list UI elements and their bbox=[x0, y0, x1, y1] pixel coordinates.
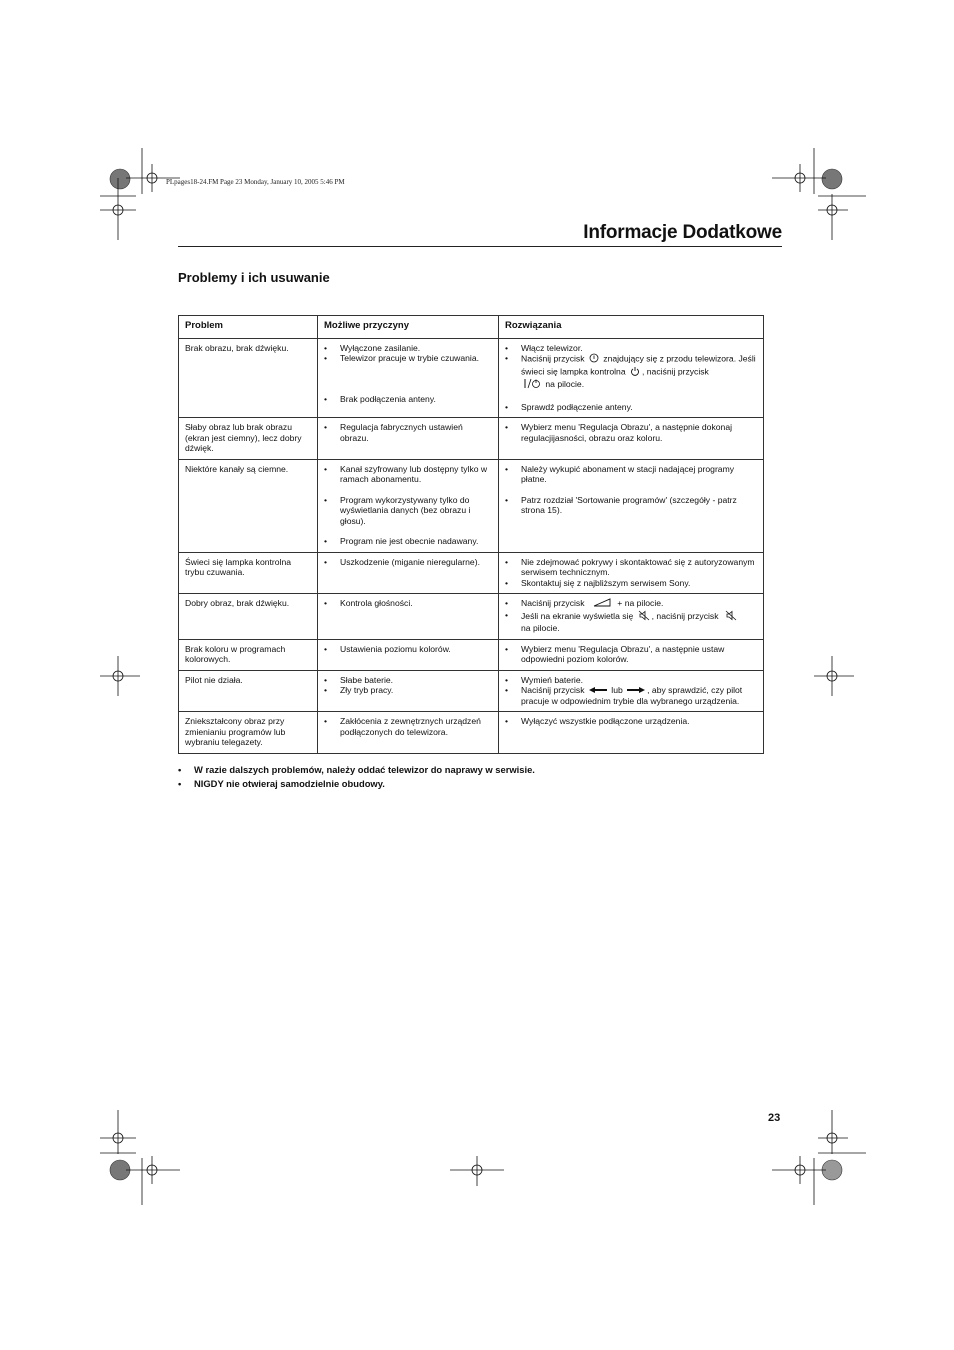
solution-item: • Naciśnij przycisk znajdujący się z przodu telewizora. Jeśli świeci się lampka kontrolna , naciśnij przycisk na pilocie. bbox=[505, 353, 757, 392]
solution-item: • Sprawdź podłączenie anteny. bbox=[505, 402, 757, 413]
solution-item: • Należy wykupić abonament w stacji nadającej programy płatne. bbox=[505, 464, 757, 485]
solutions-cell bbox=[499, 639, 764, 670]
registration-mark-bottom-left bbox=[100, 1110, 180, 1205]
mute-icon bbox=[638, 610, 650, 624]
solution-item: • Wybierz menu 'Regulacja Obrazu', a następnie dokonaj regulacjijasności, obrazu oraz koloru. bbox=[505, 422, 757, 443]
solutions-cell bbox=[499, 418, 764, 460]
cause-item: • Uszkodzenie (miganie nieregularne). bbox=[324, 557, 492, 568]
arrow-left-icon bbox=[589, 685, 607, 696]
table-row bbox=[179, 338, 764, 418]
volume-icon bbox=[593, 598, 611, 610]
table-row bbox=[179, 459, 764, 552]
table-row bbox=[179, 639, 764, 670]
column-header-problem: Problem bbox=[179, 316, 318, 339]
registration-mark-top-right bbox=[772, 148, 866, 240]
registration-mark-top-left bbox=[100, 148, 180, 240]
problem-cell: Słaby obraz lub brak obrazu (ekran jest ciemny), lecz dobry dźwięk. bbox=[179, 418, 318, 460]
causes-cell bbox=[318, 712, 499, 754]
causes-cell bbox=[318, 338, 499, 418]
note-item: • W razie dalszych problemów, należy oddać telewizor do naprawy w serwisie. bbox=[178, 764, 538, 776]
column-header-solutions: Rozwiązania bbox=[499, 316, 764, 339]
solutions-cell bbox=[499, 459, 764, 552]
cause-item: • Program nie jest obecnie nadawany. bbox=[324, 536, 492, 547]
cause-item: • Brak podłączenia anteny. bbox=[324, 394, 492, 405]
problem-cell: Świeci się lampka kontrolna trybu czuwania. bbox=[179, 552, 318, 594]
troubleshooting-table bbox=[178, 315, 764, 754]
solution-item: • Włącz telewizor. bbox=[505, 343, 757, 354]
problem-cell: Brak koloru w programach kolorowych. bbox=[179, 639, 318, 670]
table-header-row bbox=[179, 316, 764, 339]
solutions-cell bbox=[499, 670, 764, 712]
table-row bbox=[179, 594, 764, 640]
solution-item: • Jeśli na ekranie wyświetla się , naciśnij przycisk na pilocie. bbox=[505, 610, 757, 634]
causes-cell bbox=[318, 418, 499, 460]
solution-item: • Wyłączyć wszystkie podłączone urządzenia. bbox=[505, 716, 757, 727]
problem-cell: Zniekształcony obraz przy zmienianiu programów lub wybraniu telegazety. bbox=[179, 712, 318, 754]
cause-item: • Zakłócenia z zewnętrznych urządzeń podłączonych do telewizora. bbox=[324, 716, 492, 737]
causes-cell bbox=[318, 594, 499, 640]
problem-cell: Niektóre kanały są ciemne. bbox=[179, 459, 318, 552]
table-row bbox=[179, 552, 764, 594]
table-row bbox=[179, 418, 764, 460]
page-number: 23 bbox=[768, 1112, 781, 1124]
problem-cell: Brak obrazu, brak dźwięku. bbox=[179, 338, 318, 418]
cause-item: • Kanał szyfrowany lub dostępny tylko w ramach abonamentu. bbox=[324, 464, 492, 485]
cause-item: • Regulacja fabrycznych ustawień obrazu. bbox=[324, 422, 492, 443]
solution-item: • Naciśnij przycisk + na pilocie. bbox=[505, 598, 757, 610]
cause-item: • Ustawienia poziomu kolorów. bbox=[324, 644, 492, 655]
page-title: Informacje Dodatkowe bbox=[583, 222, 782, 243]
power-button-icon bbox=[589, 353, 599, 366]
solutions-cell bbox=[499, 712, 764, 754]
registration-mark-right-middle bbox=[814, 656, 854, 696]
cause-item: • Telewizor pracuje w trybie czuwania. bbox=[324, 353, 492, 364]
problem-cell: Pilot nie działa. bbox=[179, 670, 318, 712]
solutions-cell bbox=[499, 552, 764, 594]
problem-cell: Dobry obraz, brak dźwięku. bbox=[179, 594, 318, 640]
cause-item: • Zły tryb pracy. bbox=[324, 685, 492, 696]
registration-mark-bottom-center bbox=[450, 1156, 504, 1186]
mute-icon bbox=[725, 610, 737, 624]
registration-mark-bottom-right bbox=[772, 1110, 866, 1205]
warning-notes bbox=[178, 764, 538, 792]
table-row bbox=[179, 670, 764, 712]
causes-cell bbox=[318, 670, 499, 712]
cause-item: • Program wykorzystywany tylko do wyświetlania danych (bez obrazu i głosu). bbox=[324, 495, 492, 527]
cause-item: • Kontrola głośności. bbox=[324, 598, 492, 609]
registration-mark-left-middle bbox=[100, 656, 140, 696]
power-toggle-icon bbox=[523, 378, 541, 392]
table-row bbox=[179, 712, 764, 754]
standby-icon bbox=[630, 366, 640, 379]
causes-cell bbox=[318, 639, 499, 670]
cause-item: • Wyłączone zasilanie. bbox=[324, 343, 492, 354]
causes-cell bbox=[318, 552, 499, 594]
column-header-causes: Możliwe przyczyny bbox=[318, 316, 499, 339]
section-title: Problemy i ich usuwanie bbox=[178, 270, 330, 285]
solution-item: • Wybierz menu 'Regulacja Obrazu', a następnie ustaw odpowiedni poziom kolorów. bbox=[505, 644, 757, 665]
solution-item: • Skontaktuj się z najbliższym serwisem Sony. bbox=[505, 578, 757, 589]
causes-cell bbox=[318, 459, 499, 552]
note-item: • NIGDY nie otwieraj samodzielnie obudowy. bbox=[178, 778, 538, 790]
solutions-cell bbox=[499, 338, 764, 418]
cause-item: • Słabe baterie. bbox=[324, 675, 492, 686]
solution-item: • Naciśnij przycisk lub , aby sprawdzić, czy pilot pracuje w odpowiednim trybie dla wybranego urządzenia. bbox=[505, 685, 757, 706]
solution-item: • Wymień baterie. bbox=[505, 675, 757, 686]
header-divider bbox=[178, 246, 782, 247]
solutions-cell bbox=[499, 594, 764, 640]
arrow-right-icon bbox=[627, 685, 645, 696]
solution-item: • Nie zdejmować pokrywy i skontaktować się z autoryzowanym serwisem technicznym. bbox=[505, 557, 757, 578]
print-slug: PLpages18-24.FM Page 23 Monday, January 10, 2005 5:46 PM bbox=[166, 178, 345, 186]
solution-item: • Patrz rozdział 'Sortowanie programów' (szczegóły - patrz strona 15). bbox=[505, 495, 757, 516]
